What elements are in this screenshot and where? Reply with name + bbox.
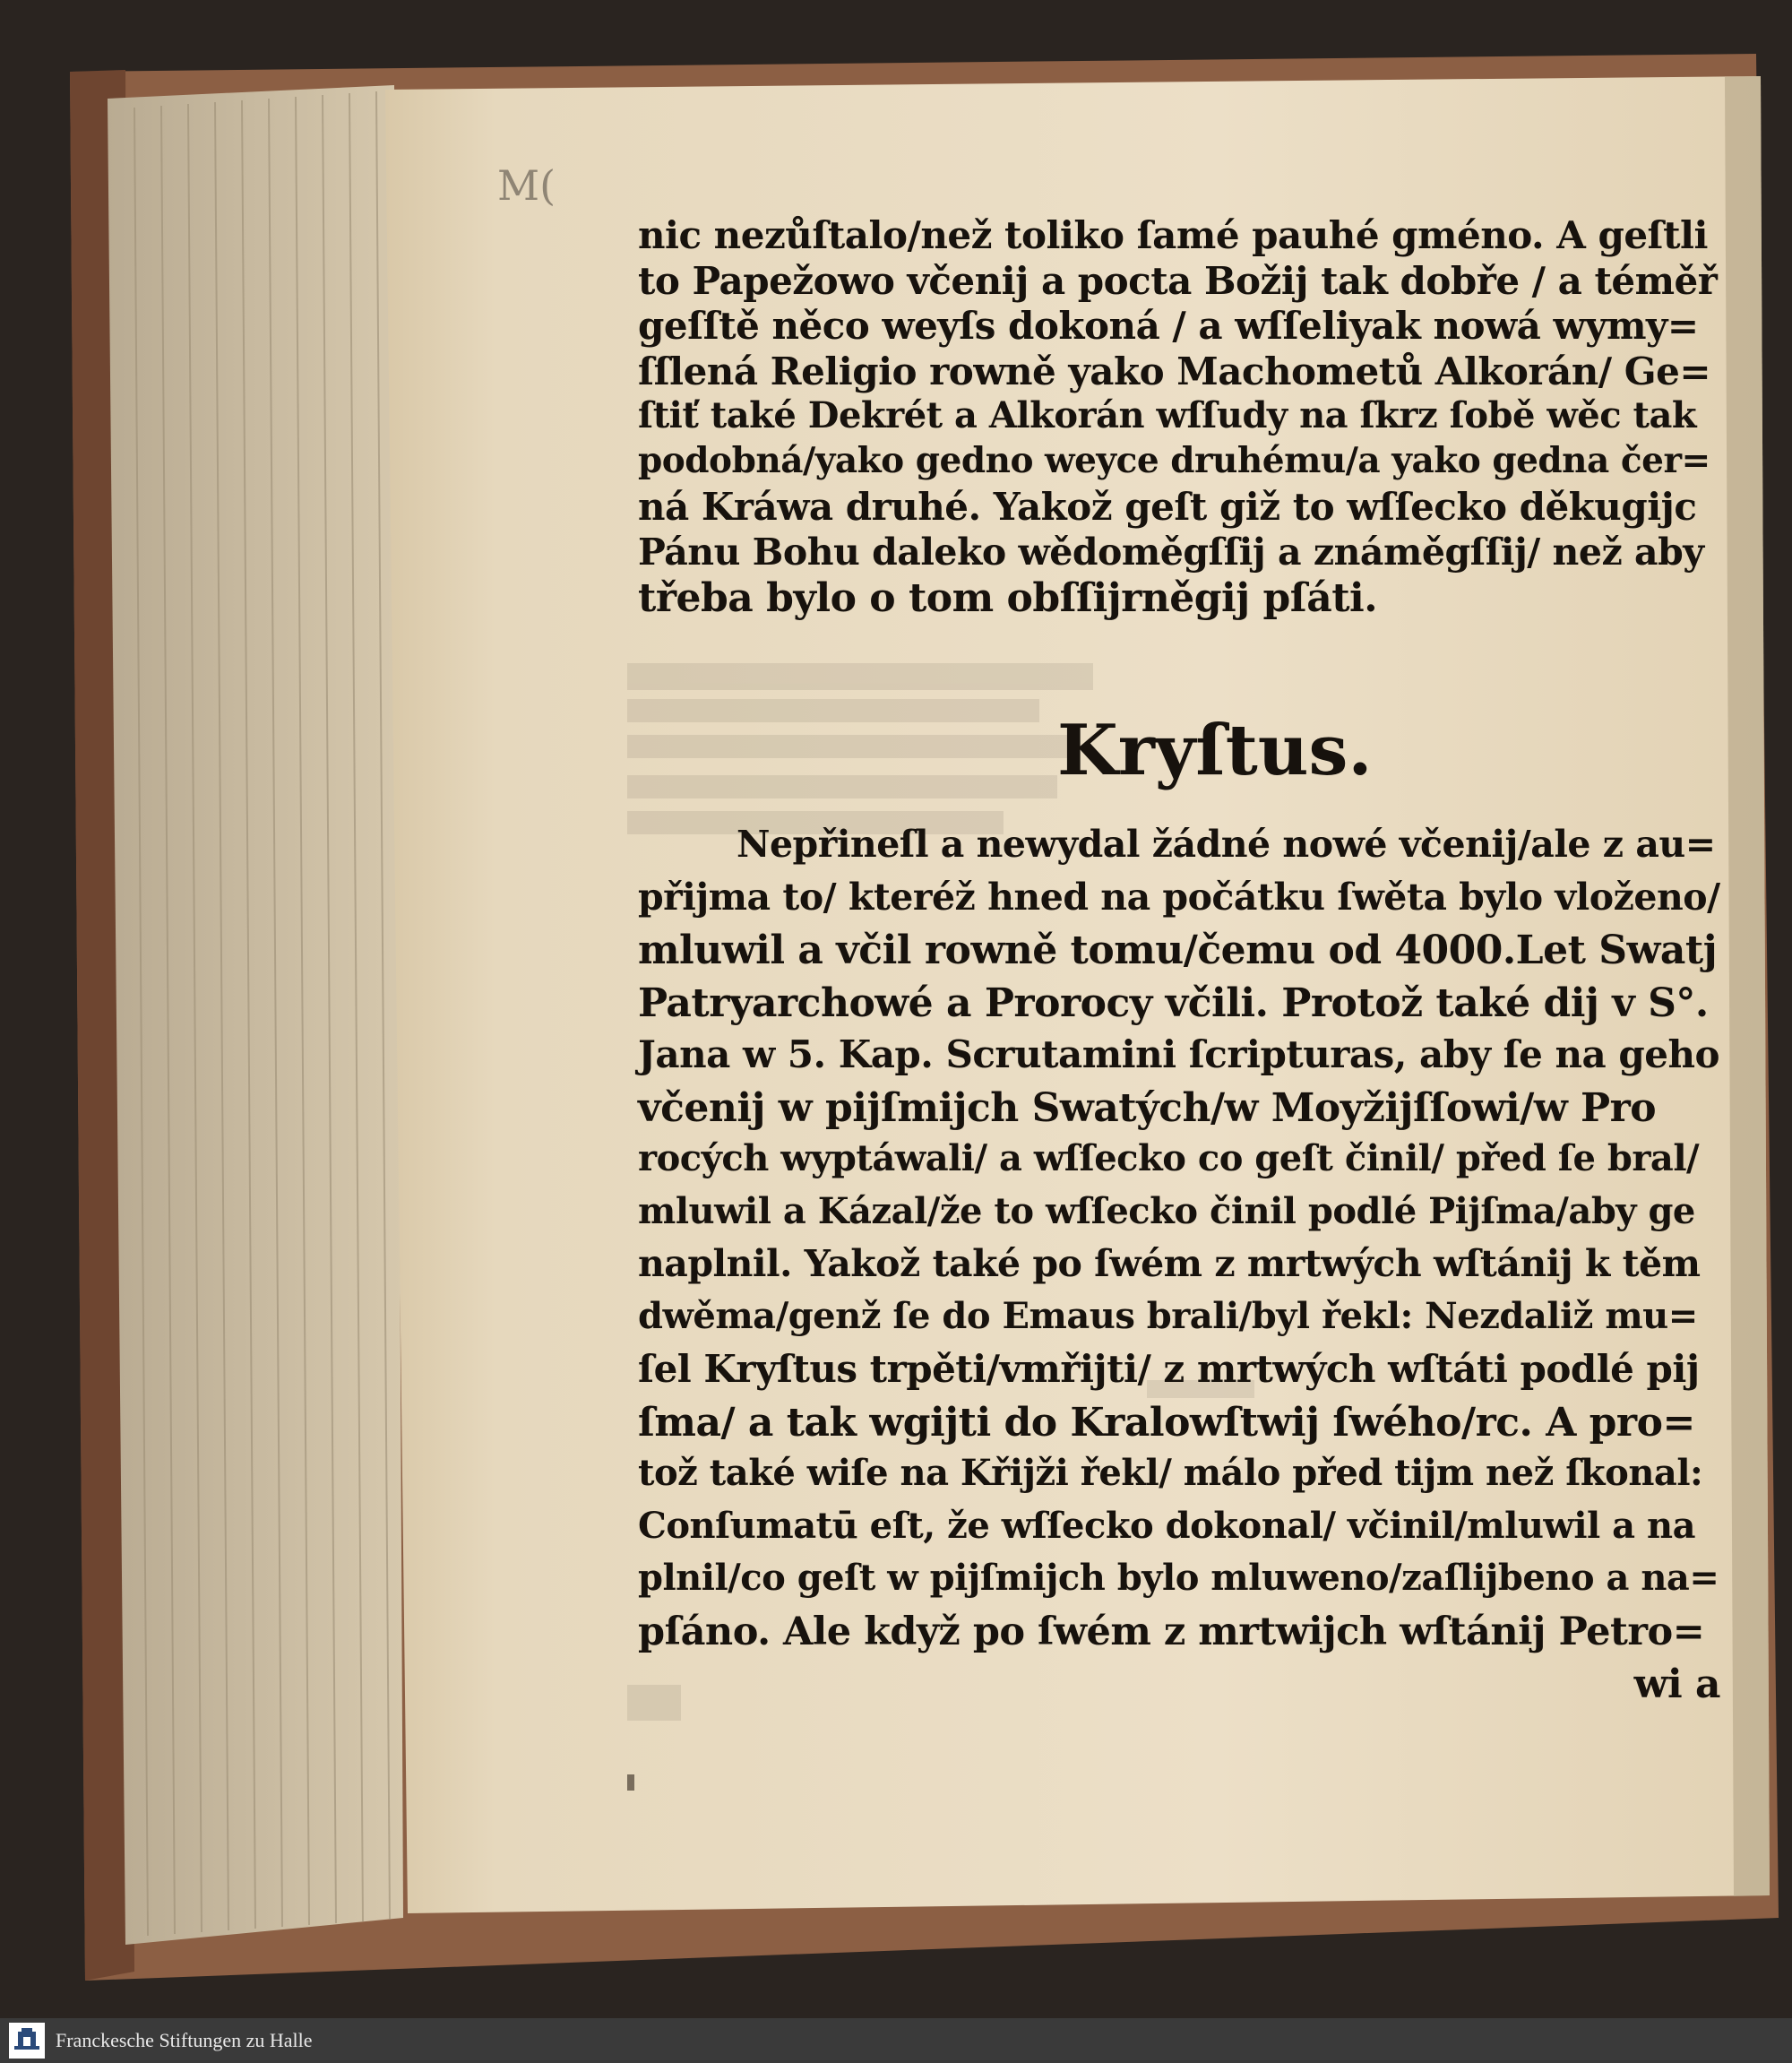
text-line: to Papežowo včenij a pocta Božij tak dobře / a téměř — [638, 258, 1718, 303]
text-line: Conſumatū eſt, že wſſecko dokonal/ včinil/mluwil a na — [638, 1504, 1696, 1547]
text-line: Patryarchowé a Prorocy včili. Protož také dij v S°. — [638, 980, 1709, 1026]
text-line: rocých wyptáwali/ a wſſecko co geſt činil/ před ſe bral/ — [638, 1137, 1700, 1179]
institution-name: Franckesche Stiftungen zu Halle — [56, 2029, 313, 2051]
text-line: Pánu Bohu daleko wědoměgſſij a známěgſſij/ než aby — [638, 530, 1704, 574]
text-line: ſma/ a tak wgijti do Kralowſtwij ſwého/rc. A pro= — [638, 1399, 1695, 1446]
text-line: nic nezůſtalo/než toliko ſamé pauhé gméno. A geſtli — [638, 213, 1708, 257]
catchword: wi a — [1633, 1662, 1720, 1707]
text-line: přijma to/ kteréž hned na počátku ſwěta bylo vloženo/ — [638, 875, 1720, 919]
text-line: ſel Kryſtus trpěti/vmřijti/ z mrtwých wſtáti podlé pij — [638, 1347, 1700, 1391]
text-line: ná Kráwa druhé. Yakož geſt giž to wſſecko děkugijc — [638, 485, 1697, 529]
text-line: mluwil a včil rowně tomu/čemu od 4000.Let Swatj — [638, 928, 1718, 973]
page-edges — [108, 85, 403, 1945]
text-line: mluwil a Kázal/že to wſſecko činil podlé Pijſma/aby ge — [638, 1189, 1695, 1232]
text-line: dwěma/genž ſe do Emaus brali/byl řekl: Nezdaliž mu= — [638, 1294, 1698, 1337]
text-line: Jana w 5. Kap. Scrutamini ſcripturas, aby ſe na geho — [638, 1032, 1720, 1076]
text-line: včenij w pijſmijch Swatých/w Moyžijſſowi/w Pro — [638, 1084, 1657, 1131]
text-line: geſſtě něco weyſs dokoná / a wſſeliyak nowá wymy= — [638, 304, 1699, 348]
text-line: tož také wiſe na Křijži řekl/ málo před tijm než ſkonal: — [638, 1452, 1703, 1494]
text-line: Nepřineſl a newydal žádné nowé včenij/ale z au= — [737, 823, 1716, 866]
text-line: podobná/yako gedno weyce druhému/a yako gedna čer= — [638, 439, 1710, 481]
text-line: pſáno. Ale když po ſwém z mrtwijch wſtánij Petro= — [638, 1609, 1705, 1654]
text-line: ſſlená Religio rowně yako Machometů Alkorán/ Ge= — [638, 349, 1711, 393]
footer-bar — [0, 2018, 1792, 2063]
institution-logo-icon — [9, 2023, 45, 2059]
text-line: třeba bylo o tom obſſijrněgij pſáti. — [638, 575, 1378, 621]
text-line: ſtiť také Dekrét a Alkorán wſſudy na ſkrz ſobě wěc tak — [638, 394, 1697, 436]
folio-mark: M( — [497, 161, 556, 210]
text-line: naplnil. Yakož také po ſwém z mrtwých wſtánij k těm — [638, 1242, 1701, 1285]
text-line: plnil/co geſt w pijſmijch bylo mluweno/zaſlijbeno a na= — [638, 1557, 1719, 1599]
section-heading: Kryſtus. — [1057, 710, 1373, 791]
